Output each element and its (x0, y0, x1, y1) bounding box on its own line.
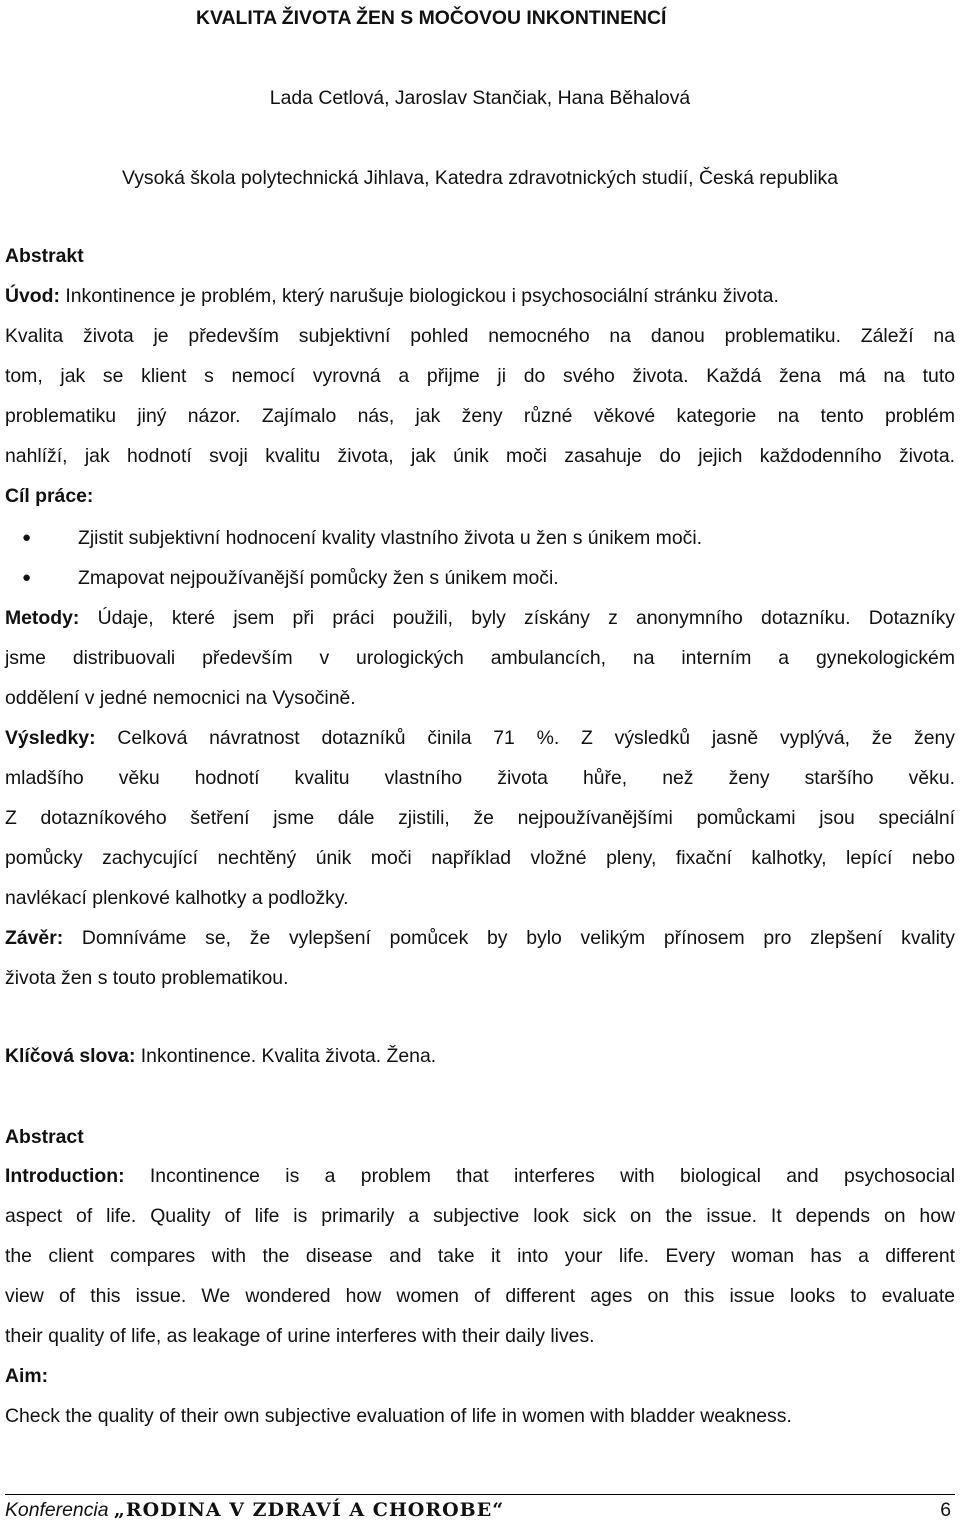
abstract-en-text-line: aspect of life. Quality of life is primarily a subjective look sick on the issue. It depends on how (5, 1205, 955, 1227)
abstract-text-line: Kvalita života je především subjektivní pohled nemocného na danou problematiku. Záleží na (5, 325, 955, 347)
aim-text: Check the quality of their own subjective evaluation of life in women with bladder weakness. (5, 1405, 792, 1427)
vysledky-label: Výsledky: (5, 727, 96, 749)
aim-label: Aim: (5, 1365, 49, 1387)
bullet-icon: ● (22, 569, 32, 586)
list-item: Zmapovat nejpoužívanější pomůcky žen s únikem moči. (78, 567, 559, 589)
metody-text-line: jsme distribuovali především v urologických ambulancích, na interním a gynekologickém (5, 647, 955, 669)
abstract-en-text-line: the client compares with the disease and take it into your life. Every woman has a different (5, 1245, 955, 1267)
page-number: 6 (940, 1499, 951, 1521)
footer-divider (5, 1494, 955, 1495)
metody-text: Údaje, které jsem při práci použili, byly získány z anonymního dotazníku. Dotazníky (79, 607, 955, 629)
footer-event-name: „RODINA V ZDRAVÍ A CHOROBE“ (113, 1499, 505, 1521)
footer-conference: Konferencia (5, 1499, 109, 1521)
keywords-line (5, 1044, 955, 1068)
affiliation: Vysoká škola polytechnická Jihlava, Katedra zdravotnických studií, Česká republika (121, 167, 838, 189)
abstract-intro-line (5, 284, 955, 308)
keywords-label: Klíčová slova: (5, 1045, 136, 1067)
metody-line (5, 606, 955, 630)
vysledky-line (5, 726, 955, 750)
vysledky-text-line: mladšího věku hodnotí kvalitu vlastního života hůře, než ženy staršího věku. (5, 767, 955, 789)
list-item: Zjistit subjektivní hodnocení kvality vlastního života u žen s únikem moči. (78, 527, 703, 549)
bullet-icon: ● (22, 529, 32, 546)
abstract-en-text-line: their quality of life, as leakage of urine interferes with their daily lives. (5, 1325, 595, 1347)
uvod-label: Úvod: (5, 285, 60, 307)
metody-label: Metody: (5, 607, 80, 629)
vysledky-text-line: navlékací plenkové kalhotky a podložky. (5, 887, 349, 909)
introduction-text: Incontinence is a problem that interferes with biological and psychosocial (124, 1165, 955, 1187)
abstract-en-text-line: view of this issue. We wondered how women of different ages on this issue looks to evaluate (5, 1285, 955, 1307)
abstract-text-line: nahlíží, jak hodnotí svoji kvalitu života, jak únik moči zasahuje do jejich každodenního života. (5, 445, 955, 467)
abstract-text-line: problematiku jiný názor. Zajímalo nás, jak ženy různé věkové kategorie na tento problém (5, 405, 955, 427)
abstract-text-line: tom, jak se klient s nemocí vyrovná a přijme ji do svého života. Každá žena má na tuto (5, 365, 955, 387)
keywords-text: Inkontinence. Kvalita života. Žena. (135, 1045, 437, 1067)
cil-prace-label: Cíl práce: (5, 485, 94, 507)
vysledky-text-line: Z dotazníkového šetření jsme dále zjistili, že nejpoužívanějšími pomůckami jsou speciální (5, 807, 955, 829)
paper-title: KVALITA ŽIVOTA ŽEN S MOČOVOU INKONTINENCÍ (196, 7, 667, 29)
abstract-text: Inkontinence je problém, který narušuje biologickou i psychosociální stránku života. (59, 285, 779, 307)
abstract-heading-en: Abstract (5, 1126, 84, 1148)
abstract-heading-cz: Abstrakt (5, 245, 84, 267)
zaver-line (5, 926, 955, 950)
zaver-text: Domníváme se, že vylepšení pomůcek by bylo velikým přínosem pro zlepšení kvality (63, 927, 955, 949)
page-footer (5, 1497, 955, 1523)
vysledky-text-line: pomůcky zachycující nechtěný únik moči například vložné pleny, fixační kalhotky, lepící nebo (5, 847, 955, 869)
introduction-line (5, 1164, 955, 1188)
metody-text-line: oddělení v jedné nemocnici na Vysočině. (5, 687, 356, 709)
zaver-label: Závěr: (5, 927, 64, 949)
vysledky-text: Celková návratnost dotazníků činila 71 %. Z výsledků jasně vyplývá, že ženy (95, 727, 955, 749)
introduction-label: Introduction: (5, 1165, 125, 1187)
authors: Lada Cetlová, Jaroslav Stančiak, Hana Běhalová (269, 87, 691, 109)
zaver-text-line: života žen s touto problematikou. (5, 967, 289, 989)
